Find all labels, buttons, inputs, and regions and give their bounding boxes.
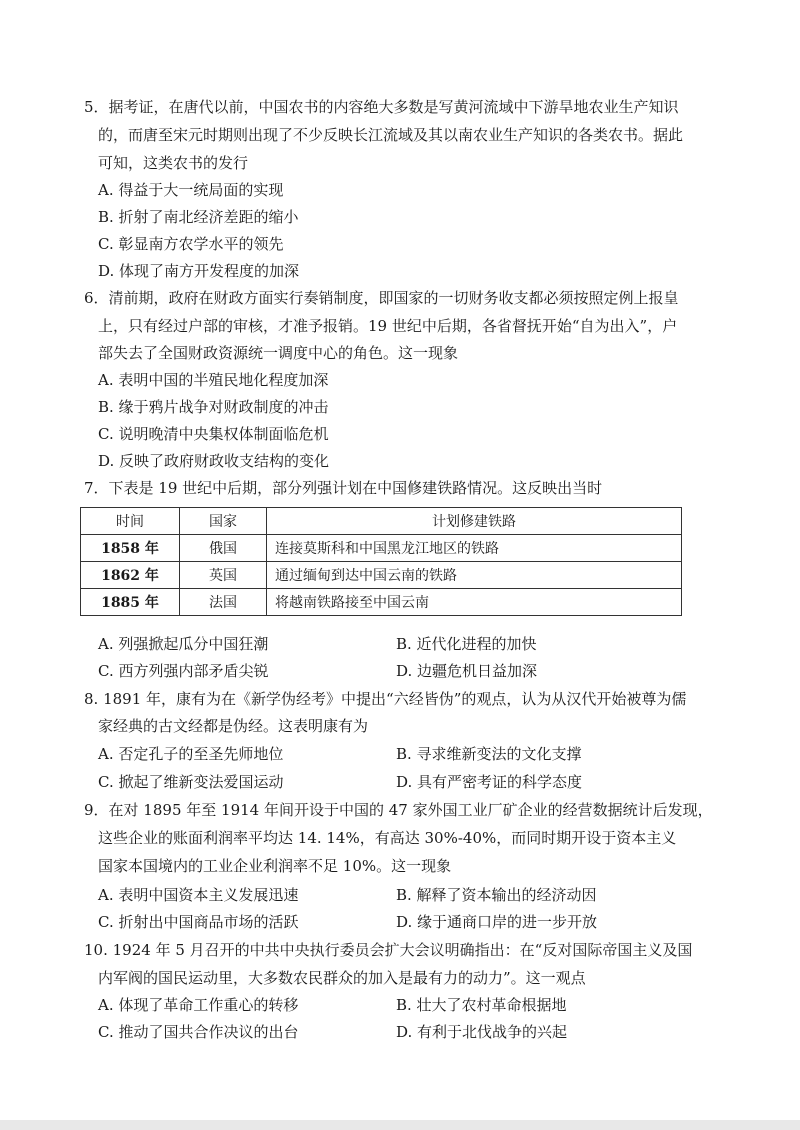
q5-stem-line3: 可知，这类农书的发行 xyxy=(98,154,249,172)
q10-stem-line1: 10. 1924 年 5 月召开的中共中央执行委员会扩大会议明确指出：在“反对国际帝国主义及国 xyxy=(84,941,693,959)
q7-option-b[interactable]: B. 近代化进程的加快 xyxy=(396,635,537,653)
table-header-country: 国家 xyxy=(180,508,267,535)
q9-option-a[interactable]: A. 表明中国资本主义发展迅速 xyxy=(98,886,299,904)
q5-option-c[interactable]: C. 彰显南方农学水平的领先 xyxy=(98,235,284,253)
table-header-time: 时间 xyxy=(81,508,180,535)
q10-option-c[interactable]: C. 推动了国共合作决议的出台 xyxy=(98,1023,299,1041)
q9-stem-line1: 9．在对 1895 年至 1914 年间开设于中国的 47 家外国工业厂矿企业的经营数据统计后发现， xyxy=(84,801,713,819)
q7-option-a[interactable]: A. 列强掀起瓜分中国狂潮 xyxy=(98,635,269,653)
q6-stem-line1: 6．清前期，政府在财政方面实行奏销制度，即国家的一切财务收支都必须按照定例上报皇 xyxy=(84,289,679,307)
q8-option-b[interactable]: B. 寻求维新变法的文化支撑 xyxy=(396,745,582,763)
table-header-plan: 计划修建铁路 xyxy=(267,508,682,535)
table-cell-time: 1885 年 xyxy=(81,589,180,616)
table-row xyxy=(81,589,682,616)
q9-stem-line3: 国家本国境内的工业企业利润率不足 10%。这一现象 xyxy=(98,857,452,875)
q10-option-a[interactable]: A. 体现了革命工作重心的转移 xyxy=(98,996,299,1014)
table-cell-country: 英国 xyxy=(180,562,267,589)
table-cell-plan: 连接莫斯科和中国黑龙江地区的铁路 xyxy=(267,535,682,562)
q5-option-d[interactable]: D. 体现了南方开发程度的加深 xyxy=(98,262,300,280)
table-cell-plan: 通过缅甸到达中国云南的铁路 xyxy=(267,562,682,589)
q6-option-d[interactable]: D. 反映了政府财政收支结构的变化 xyxy=(98,452,330,470)
table-cell-country: 俄国 xyxy=(180,535,267,562)
q10-stem-line2: 内军阀的国民运动里，大多数农民群众的加入是最有力的动力”。这一观点 xyxy=(98,969,586,987)
q9-option-c[interactable]: C. 折射出中国商品市场的活跃 xyxy=(98,913,299,931)
q7-option-d[interactable]: D. 边疆危机日益加深 xyxy=(396,662,538,680)
q5-option-b[interactable]: B. 折射了南北经济差距的缩小 xyxy=(98,208,299,226)
q9-option-d[interactable]: D. 缘于通商口岸的进一步开放 xyxy=(396,913,598,931)
q6-option-c[interactable]: C. 说明晚清中央集权体制面临危机 xyxy=(98,425,329,443)
q5-stem-line2: 的，而唐至宋元时期则出现了不少反映长江流域及其以南农业生产知识的各类农书。据此 xyxy=(98,126,684,144)
q8-stem-line2: 家经典的古文经都是伪经。这表明康有为 xyxy=(98,717,369,735)
q6-stem-line2: 上，只有经过户部的审核，才准予报销。19 世纪中后期，各省督抚开始“自为出入”，户 xyxy=(98,317,678,335)
q5-stem-line1: 5．据考证，在唐代以前，中国农书的内容绝大多数是写黄河流域中下游旱地农业生产知识 xyxy=(84,98,679,116)
q7-stem-line1: 7．下表是 19 世纪中后期，部分列强计划在中国修建铁路情况。这反映出当时 xyxy=(84,479,603,497)
q6-option-b[interactable]: B. 缘于鸦片战争对财政制度的冲击 xyxy=(98,398,329,416)
q7-option-c[interactable]: C. 西方列强内部矛盾尖锐 xyxy=(98,662,269,680)
table-cell-country: 法国 xyxy=(180,589,267,616)
q5-option-a[interactable]: A. 得益于大一统局面的实现 xyxy=(98,181,284,199)
q6-stem-line3: 部失去了全国财政资源统一调度中心的角色。这一现象 xyxy=(98,344,459,362)
table-row xyxy=(81,535,682,562)
q10-option-d[interactable]: D. 有利于北伐战争的兴起 xyxy=(396,1023,568,1041)
q9-option-b[interactable]: B. 解释了资本输出的经济动因 xyxy=(396,886,597,904)
table-header-row xyxy=(81,508,682,535)
q8-option-a[interactable]: A. 否定孔子的至圣先师地位 xyxy=(98,745,284,763)
table-row xyxy=(81,562,682,589)
q8-stem-line1: 8. 1891 年，康有为在《新学伪经考》中提出“六经皆伪”的观点，认为从汉代开始被尊为儒 xyxy=(84,690,687,708)
q9-stem-line2: 这些企业的账面利润率平均达 14. 14%，有高达 30%-40%，而同时期开设于资本主义 xyxy=(98,829,677,847)
page-bottom-edge xyxy=(0,1120,800,1130)
table-cell-time: 1862 年 xyxy=(81,562,180,589)
q8-option-c[interactable]: C. 掀起了维新变法爱国运动 xyxy=(98,773,284,791)
table-cell-plan: 将越南铁路接至中国云南 xyxy=(267,589,682,616)
railway-plan-table xyxy=(80,507,682,616)
table-cell-time: 1858 年 xyxy=(81,535,180,562)
q6-option-a[interactable]: A. 表明中国的半殖民地化程度加深 xyxy=(98,371,329,389)
q8-option-d[interactable]: D. 具有严密考证的科学态度 xyxy=(396,773,583,791)
q10-option-b[interactable]: B. 壮大了农村革命根据地 xyxy=(396,996,567,1014)
